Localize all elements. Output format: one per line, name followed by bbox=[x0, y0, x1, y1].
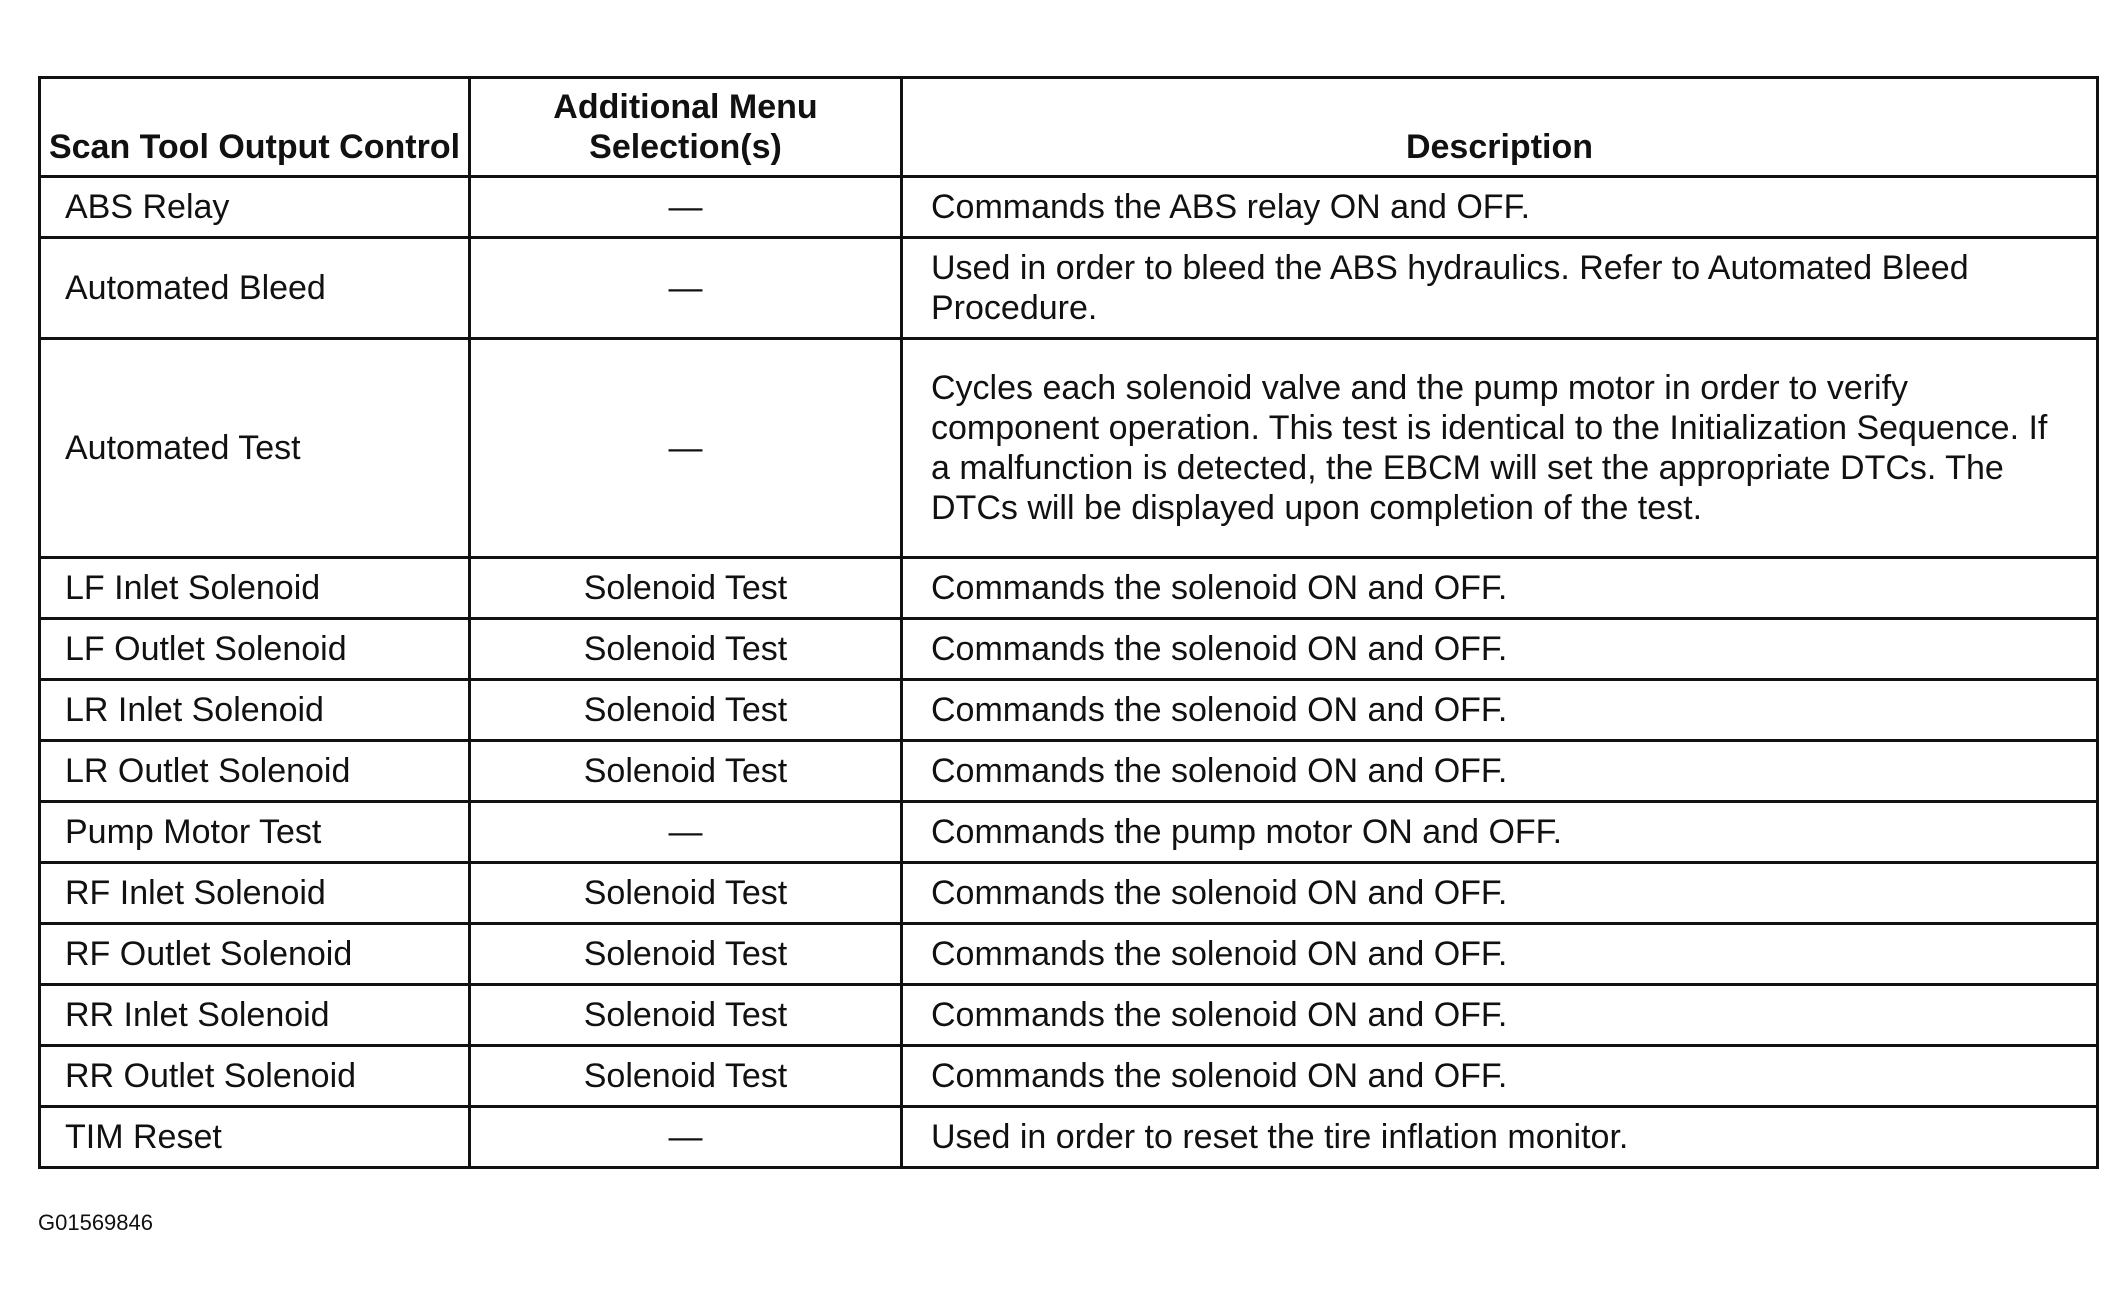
description-cell: Commands the solenoid ON and OFF. bbox=[902, 558, 2098, 619]
table-row bbox=[40, 339, 2098, 558]
menu-cell: — bbox=[470, 802, 902, 863]
header-description: Description bbox=[902, 78, 2098, 177]
table-header-row bbox=[40, 78, 2098, 177]
description-cell: Commands the ABS relay ON and OFF. bbox=[902, 177, 2098, 238]
output-control-table-wrapper bbox=[38, 76, 2096, 1169]
control-cell: LR Outlet Solenoid bbox=[40, 741, 470, 802]
table-row bbox=[40, 558, 2098, 619]
control-cell: LF Inlet Solenoid bbox=[40, 558, 470, 619]
table-row bbox=[40, 177, 2098, 238]
table-row bbox=[40, 1046, 2098, 1107]
table-row bbox=[40, 924, 2098, 985]
description-cell: Commands the solenoid ON and OFF. bbox=[902, 680, 2098, 741]
menu-cell: Solenoid Test bbox=[470, 619, 902, 680]
menu-cell: Solenoid Test bbox=[470, 741, 902, 802]
control-cell: Automated Bleed bbox=[40, 238, 470, 339]
description-cell: Used in order to bleed the ABS hydraulics. Refer to Automated Bleed Procedure. bbox=[902, 238, 2098, 339]
menu-cell: — bbox=[470, 339, 902, 558]
control-cell: ABS Relay bbox=[40, 177, 470, 238]
table-row bbox=[40, 802, 2098, 863]
control-cell: RR Inlet Solenoid bbox=[40, 985, 470, 1046]
description-cell: Commands the solenoid ON and OFF. bbox=[902, 863, 2098, 924]
menu-cell: Solenoid Test bbox=[470, 558, 902, 619]
description-cell: Commands the solenoid ON and OFF. bbox=[902, 741, 2098, 802]
menu-cell: Solenoid Test bbox=[470, 924, 902, 985]
control-cell: TIM Reset bbox=[40, 1107, 470, 1168]
menu-cell: Solenoid Test bbox=[470, 680, 902, 741]
header-scan-tool-output-control: Scan Tool Output Control bbox=[40, 78, 470, 177]
description-cell: Commands the pump motor ON and OFF. bbox=[902, 802, 2098, 863]
table-row bbox=[40, 741, 2098, 802]
menu-cell: Solenoid Test bbox=[470, 863, 902, 924]
menu-cell: — bbox=[470, 238, 902, 339]
description-cell: Commands the solenoid ON and OFF. bbox=[902, 1046, 2098, 1107]
description-cell: Used in order to reset the tire inflation monitor. bbox=[902, 1107, 2098, 1168]
menu-cell: — bbox=[470, 1107, 902, 1168]
control-cell: Pump Motor Test bbox=[40, 802, 470, 863]
output-control-table bbox=[38, 76, 2099, 1169]
figure-id: G01569846 bbox=[38, 1210, 153, 1235]
control-cell: RR Outlet Solenoid bbox=[40, 1046, 470, 1107]
menu-cell: Solenoid Test bbox=[470, 1046, 902, 1107]
description-cell: Commands the solenoid ON and OFF. bbox=[902, 619, 2098, 680]
control-cell: RF Outlet Solenoid bbox=[40, 924, 470, 985]
menu-cell: — bbox=[470, 177, 902, 238]
table-row bbox=[40, 680, 2098, 741]
table-row bbox=[40, 619, 2098, 680]
table-row bbox=[40, 863, 2098, 924]
menu-cell: Solenoid Test bbox=[470, 985, 902, 1046]
control-cell: LF Outlet Solenoid bbox=[40, 619, 470, 680]
description-cell: Cycles each solenoid valve and the pump motor in order to verify component operation. This test is identical to the Initialization Sequence. If a malfunction is detected, the EBCM will set the appropriate DTCs. The DTCs will be displayed upon completion of the test. bbox=[902, 339, 2098, 558]
header-additional-menu-selections: Additional Menu Selection(s) bbox=[470, 78, 902, 177]
control-cell: Automated Test bbox=[40, 339, 470, 558]
control-cell: RF Inlet Solenoid bbox=[40, 863, 470, 924]
description-cell: Commands the solenoid ON and OFF. bbox=[902, 985, 2098, 1046]
table-row bbox=[40, 985, 2098, 1046]
description-cell: Commands the solenoid ON and OFF. bbox=[902, 924, 2098, 985]
table-row bbox=[40, 1107, 2098, 1168]
table-row bbox=[40, 238, 2098, 339]
control-cell: LR Inlet Solenoid bbox=[40, 680, 470, 741]
